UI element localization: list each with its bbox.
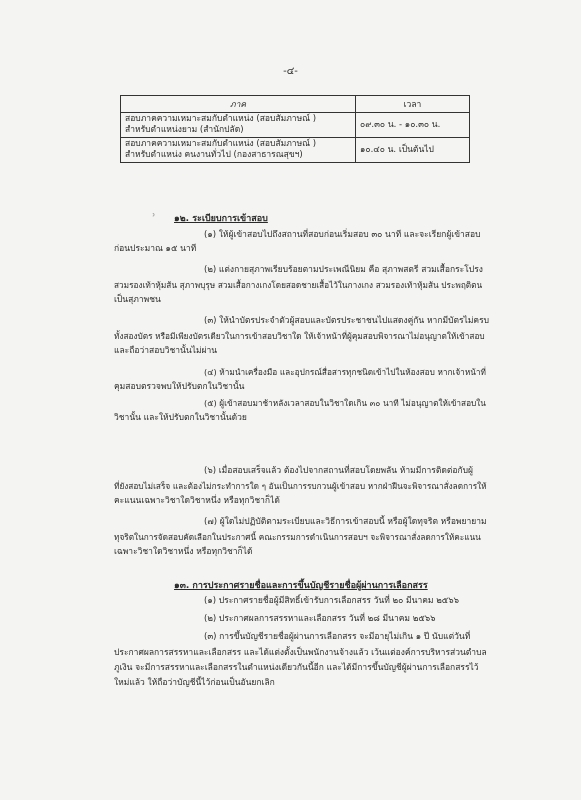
section-13-title: ๑๓. การประกาศรายชื่อและการขึ้นบัญชีรายชื่อผู้ผ่านการเลือกสรร: [174, 581, 428, 591]
row-description-line: สอบภาคความเหมาะสมกับตำแหน่ง (สอบสัมภาษณ์ ): [125, 139, 317, 149]
row-description: [121, 113, 356, 138]
section-12-line: (๖) เมื่อสอบเสร็จแล้ว ต้องไปจากสถานที่สอบโดยพลัน ห้ามมีการติดต่อกับผู้: [204, 466, 474, 476]
exam-schedule-table: [120, 95, 470, 163]
section-13-line: ประกาศผลการสรรหาและเลือกสรร และได้แต่งตั้งเป็นพนักงานจ้างแล้ว เว้นแต่องค์การบริหารส่วนตำบล: [114, 648, 487, 658]
section-12-line: (๑) ให้ผู้เข้าสอบไปถึงสถานที่สอบก่อนเริ่มสอบ ๓๐ นาที และจะเรียกผู้เข้าสอบ: [204, 230, 481, 240]
row-description-line: สำหรับตำแหน่ง คนงานทั่วไป (กองสาธารณสุขฯ): [125, 150, 303, 160]
section-13-line: (๒) ประกาศผลการสรรหาและเลือกสรร วันที่ ๒๘ มีนาคม ๒๕๖๖: [204, 614, 436, 624]
row-description-line: สำหรับตำแหน่งยาม (สำนักปลัด): [125, 125, 244, 135]
table-row: [121, 113, 470, 138]
section-12-line: ก่อนประมาณ ๑๕ นาที: [114, 244, 197, 254]
section-12-line: (๒) แต่งกายสุภาพเรียบร้อยตามประเพณีนิยม คือ สุภาพสตรี สวมเสื้อกระโปรง: [204, 265, 483, 275]
section-12-line: วิชานั้น และให้ปรับตกในวิชานั้นด้วย: [114, 413, 247, 423]
section-12-line: (๕) ผู้เข้าสอบมาช้าหลังเวลาสอบในวิชาใดเกิน ๓๐ นาที ไม่อนุญาตให้เข้าสอบใน: [204, 398, 486, 408]
section-12-line: คะแนนเฉพาะวิชาใดวิชาหนึ่ง หรือทุกวิชาก็ได้: [114, 496, 280, 506]
section-13-line: ใหม่แล้ว ให้ถือว่าบัญชีนี้ไว้ก่อนเป็นอันยกเลิก: [114, 678, 275, 688]
section-13-line: (๓) การขึ้นบัญชีรายชื่อผู้ผ่านการเลือกสรร จะมีอายุไม่เกิน ๑ ปี นับแต่วันที่: [204, 632, 471, 642]
section-12-line: เฉพาะวิชาใดวิชาหนึ่ง หรือทุกวิชาก็ได้: [114, 547, 253, 557]
section-12-line: (๔) ห้ามนำเครื่องมือ และอุปกรณ์สื่อสารทุกชนิดเข้าไปในห้องสอบ หากเจ้าหน้าที่: [204, 367, 486, 377]
section-12-line: (๓) ให้นำบัตรประจำตัวผู้สอบและบัตรประชาชนไปแสดงคู่กัน หากมีบัตรไม่ครบ: [204, 316, 490, 326]
row-time: ๑๐.๔๐ น. เป็นต้นไป: [356, 138, 470, 163]
section-12-line: เป็นสุภาพชน: [114, 295, 161, 305]
section-12-line: คุมสอบตรวจพบให้ปรับตกในวิชานั้น: [114, 382, 245, 392]
section-12-line: ที่ยังสอบไม่เสร็จ และต้องไม่กระทำการใด ๆ อันเป็นการรบกวนผู้เข้าสอบ หากฝ่าฝืนจะพิจารณาสั่งลดการให้: [114, 481, 487, 491]
section-12-line: ทั้งสองบัตร หรือมีเพียงบัตรเดียวในการเข้าสอบวิชาใด ให้เจ้าหน้าที่ผู้คุมสอบพิจารณาไม่อนุญาตให้เข้าสอบ: [114, 331, 485, 341]
header-section: ภาค: [121, 96, 356, 113]
table-header-row: [121, 96, 470, 113]
section-13-line: (๑) ประกาศรายชื่อผู้มีสิทธิ์เข้ารับการเลือกสรร วันที่ ๒๐ มีนาคม ๒๕๖๖: [204, 596, 460, 606]
row-description-line: สอบภาคความเหมาะสมกับตำแหน่ง (สอบสัมภาษณ์ ): [125, 114, 317, 124]
section-12-line: ทุจริตในการจัดสอบคัดเลือกในประกาศนี้ คณะกรรมการดำเนินการสอบฯ จะพิจารณาสั่งลดการให้คะแนน: [114, 532, 481, 542]
table-row: [121, 138, 470, 163]
section-12-line: (๗) ผู้ใดไม่ปฏิบัติตามระเบียบและวิธีการเข้าสอบนี้ หรือผู้ใดทุจริต หรือพยายาม: [204, 517, 487, 527]
section-12-title: ๑๒. ระเบียบการเข้าสอบ: [174, 214, 268, 224]
header-time: เวลา: [356, 96, 470, 113]
page-number: -๔-: [283, 66, 298, 77]
section-12-line: สวมรองเท้าหุ้มส้น สุภาพบุรุษ สวมเสื้อกางเกงโดยสอดชายเสื้อไว้ในกางเกง สวมรองเท้าหุ้มส้น ประพฤติตน: [114, 280, 483, 290]
row-time: ๐๙.๓๐ น. - ๑๐.๓๐ น.: [356, 113, 470, 138]
pen-mark: ʾ: [152, 212, 156, 227]
section-12-line: และถือว่าสอบวิชานั้นไม่ผ่าน: [114, 346, 218, 356]
row-description: [121, 138, 356, 163]
section-13-line: ภูเงิน จะมีการสรรหาและเลือกสรรในตำแหน่งเดียวกันนี้อีก และได้มีการขึ้นบัญชีผู้ผ่านการเลือกสรรไว้: [114, 663, 479, 673]
